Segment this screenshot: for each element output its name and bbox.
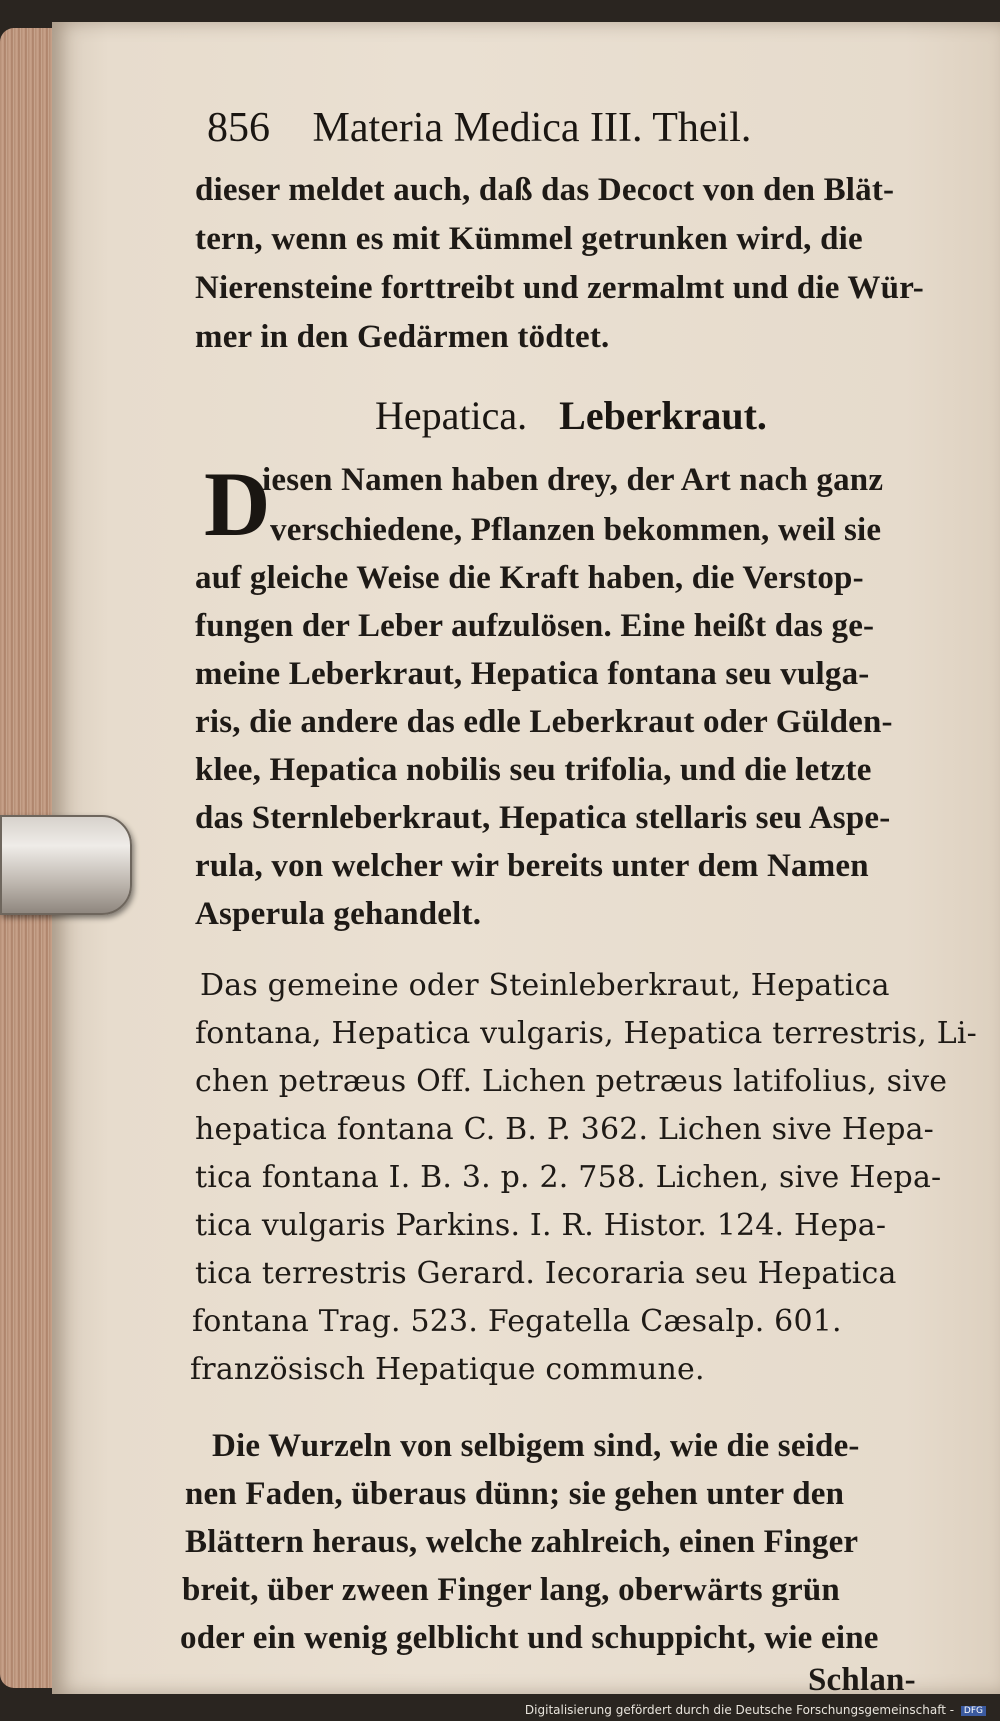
text-line: Blättern heraus, welche zahlreich, einen Finger [185,1524,859,1560]
text-line: tica terrestris Gerard. Iecoraria seu Hepatica [195,1256,897,1291]
text-line: auf gleiche Weise die Kraft haben, die Verstop- [195,560,864,596]
text-line: chen petræus Off. Lichen petræus latifolius, sive [195,1064,948,1099]
text-line: breit, über zween Finger lang, oberwärts grün [182,1572,840,1608]
credit-text: Digitalisierung gefördert durch die Deutsche Forschungsgemeinschaft - [524,1703,955,1717]
text-line: Die Wurzeln von selbigem sind, wie die seide- [212,1428,860,1464]
text-line: tern, wenn es mit Kümmel getrunken wird, die [195,221,863,257]
catchword: Schlan- [808,1662,916,1698]
text-line: iesen Namen haben drey, der Art nach ganz [262,462,884,498]
text-line: fontana Trag. 523. Fegatella Cæsalp. 601. [192,1304,842,1339]
page-number: 856 [207,105,270,151]
running-title: Materia Medica III. Theil. [312,105,752,151]
heading-german: Leberkraut. [559,393,767,438]
text-line: nen Faden, überaus dünn; sie gehen unter den [185,1476,845,1512]
text-line: das Sternleberkraut, Hepatica stellaris seu Aspe- [195,800,891,836]
text-line: mer in den Gedärmen tödtet. [195,319,610,355]
text-line: Das gemeine oder Steinleberkraut, Hepatica [200,968,890,1003]
drop-initial: D [204,453,271,555]
digitization-credit [525,1703,986,1717]
text-line: französisch Hepatique commune. [190,1352,705,1387]
text-line: ris, die andere das edle Leberkraut oder Gülden- [195,704,893,740]
text-line: fontana, Hepatica vulgaris, Hepatica terrestris, Li- [195,1016,977,1051]
text-line: verschiedene, Pflanzen bekommen, weil sie [270,512,882,548]
section-heading [375,392,767,439]
text-line: rula, von welcher wir bereits unter dem Namen [195,848,869,884]
text-line: oder ein wenig gelblicht und schuppicht, wie eine [180,1620,879,1656]
text-line: klee, Hepatica nobilis seu trifolia, und die letzte [195,752,872,788]
text-line: Asperula gehandelt. [195,896,482,932]
text-line: tica vulgaris Parkins. I. R. Histor. 124. Hepa- [195,1208,887,1243]
text-line: hepatica fontana C. B. P. 362. Lichen sive Hepa- [195,1112,935,1147]
text-line: dieser meldet auch, daß das Decoct von den Blät- [195,172,895,208]
text-line: meine Leberkraut, Hepatica fontana seu vulga- [195,656,870,692]
text-line: tica fontana I. B. 3. p. 2. 758. Lichen, sive Hepa- [195,1160,942,1195]
text-line: Nierensteine forttreibt und zermalmt und die Wür- [195,270,925,306]
metal-page-clip [0,815,132,915]
dfg-logo: DFG [961,1706,986,1716]
page-header [207,104,751,152]
text-line: fungen der Leber aufzulösen. Eine heißt das ge- [195,608,875,644]
heading-latin: Hepatica. [375,393,528,438]
